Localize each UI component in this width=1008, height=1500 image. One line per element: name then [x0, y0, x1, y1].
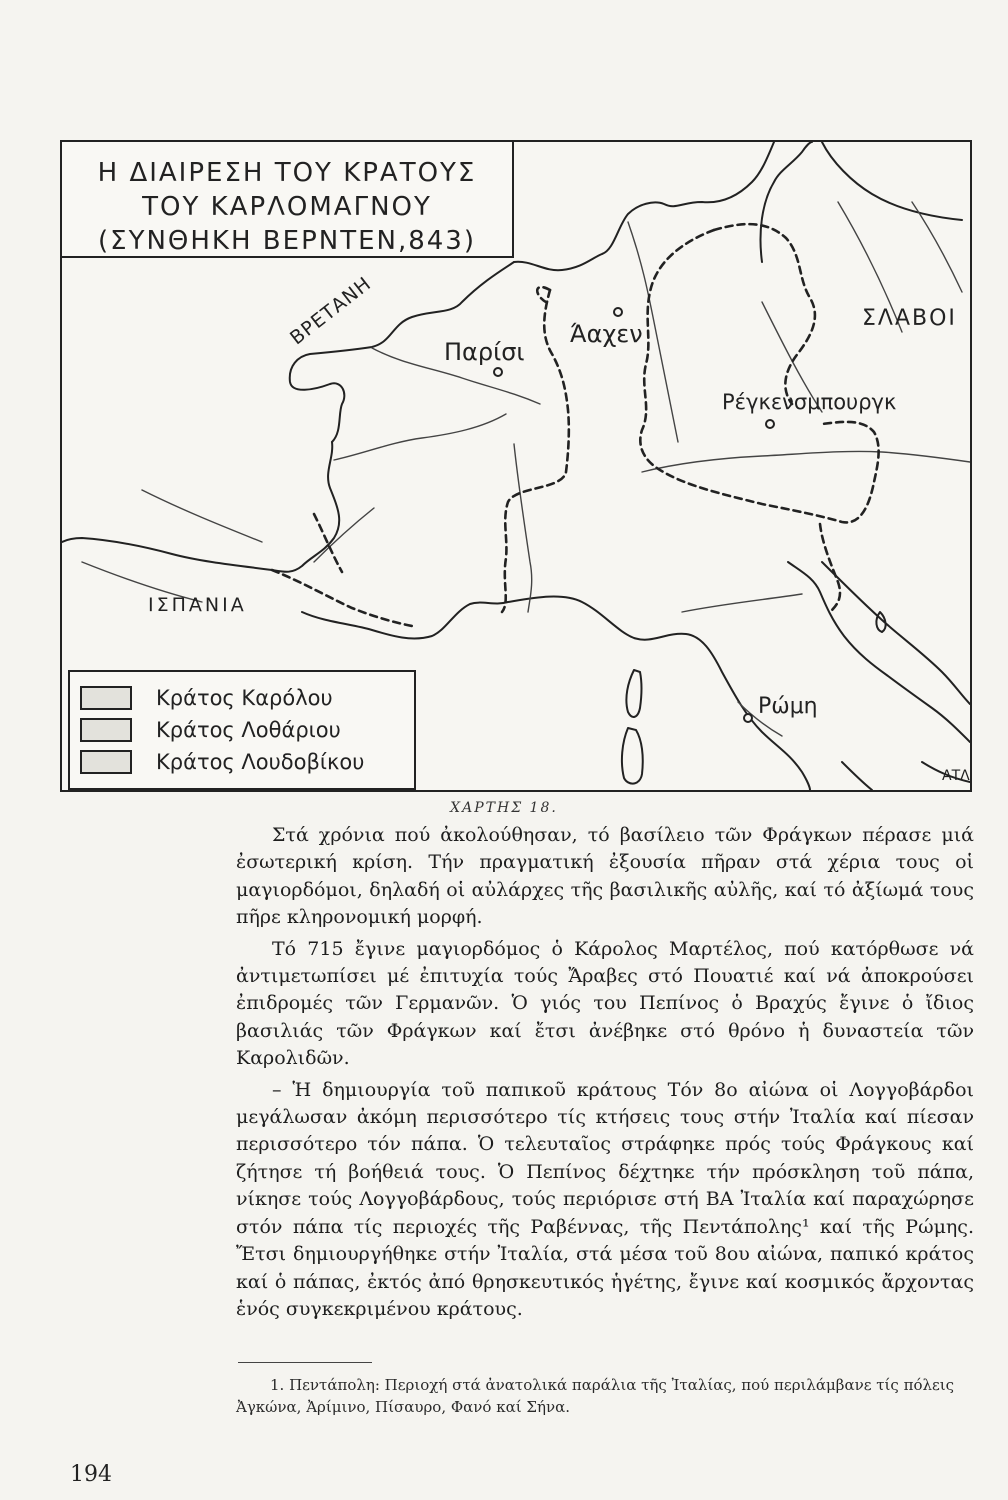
footnote-text: 1. Πεντάπολη: Περιοχή στά ἀνατολικά παράλια τῆς Ἰταλίας, πού περιλάμβανε τίς πόλεις Ἀγκώνα, Ἀρίμινο, Πίσαυρο, Φανό καί Σήνα.	[236, 1376, 955, 1416]
legend-item	[80, 682, 414, 714]
coastline-jutland	[761, 142, 813, 262]
body-text	[236, 822, 974, 1323]
coastline-baltic	[822, 142, 962, 220]
legend-item	[80, 714, 414, 746]
legend-item	[80, 746, 414, 778]
map-title-line-3: (ΣΥΝΘΗΚΗ ΒΕΡΝΤΕΝ,843)	[98, 226, 476, 256]
island-sardinia	[622, 728, 643, 784]
map-legend	[68, 670, 416, 790]
island-corsica	[626, 670, 641, 717]
coastline-iberia	[62, 538, 272, 570]
footnote	[236, 1374, 976, 1418]
coastline-biscay	[272, 442, 339, 572]
coastline-lowlands	[514, 142, 774, 270]
border-lothair-louis	[640, 230, 878, 522]
map-title-line-2: ΤΟΥ ΚΑΡΛΟΜΑΓΝΟΥ	[142, 192, 432, 222]
map-caption: ΧΑΡΤΗΣ 18.	[450, 800, 558, 816]
map-title	[62, 142, 514, 258]
map-title-line-1: Η ΔΙΑΙΡΕΣΗ ΤΟΥ ΚΡΑΤΟΥΣ	[97, 158, 477, 188]
border-east-frontier	[714, 224, 815, 404]
legend-swatch-louis	[80, 750, 132, 774]
city-marker-aachen	[614, 308, 622, 316]
map-label-paris: Παρίσι	[444, 338, 525, 366]
legend-label: Κράτος Λοθάριου	[156, 718, 341, 742]
city-marker-paris	[494, 368, 502, 376]
map-figure	[60, 140, 972, 792]
map-label-spain: ΙΣΠΑΝΙΑ	[148, 594, 247, 616]
border-pyrenees	[272, 570, 412, 626]
river-ebro	[142, 490, 262, 542]
legend-label: Κράτος Καρόλου	[156, 686, 333, 710]
page-number: 194	[70, 1462, 112, 1487]
city-marker-rome	[744, 714, 752, 722]
map-label-regensburg: Ρέγκενσμπουργκ	[722, 390, 897, 414]
coastline-italy-heel	[842, 762, 872, 790]
map-label-atl: ΑΤΛ	[942, 768, 970, 784]
map-label-slavs: ΣΛΑΒΟΙ	[862, 306, 957, 331]
river-po	[682, 594, 802, 612]
footnote-divider	[238, 1362, 372, 1363]
map-label-rome: Ρώμη	[758, 694, 818, 719]
paragraph: – Ἡ δημιουργία τοῦ παπικοῦ κράτους Τόν 8ο αἰώνα οἱ Λογγοβάρδοι μεγάλωσαν ἀκόμη περισσότερο τίς κτήσεις τους στήν Ἰταλία καί πίεσαν περισσότερο τόν πάπα. Ὁ τελευταῖος στράφηκε πρός τούς Φράγκους καί ζήτησε τή βοήθειά τους. Ὁ Πεπίνος δέχτηκε τήν πρόσκληση τοῦ πάπα, νίκησε τούς Λογγοβάρδους, τούς περιόρισε στή ΒΑ Ἰταλία καί παραχώρησε στόν πάπα τίς περιοχές τῆς Ραβέννας, τῆς Πεντάπολης¹ καί τῆς Ρώμης. Ἔτσι δημιουργήθηκε στήν Ἰταλία, στά μέσα τοῦ 8ου αἰώνα, παπικό κράτος καί ὁ πάπας, ἐκτός ἀπό θρησκευτικός ἡγέτης, ἔγινε καί κοσμικός ἄρχοντας ἑνός συγκεκριμένου κράτους.	[236, 1078, 974, 1320]
river-loire	[334, 414, 506, 460]
legend-label: Κράτος Λουδοβίκου	[156, 750, 365, 774]
paragraph: Στά χρόνια πού ἀκολούθησαν, τό βασίλειο τῶν Φράγκων πέρασε μιά ἐσωτερική κρίση. Τήν πραγματική ἐξουσία πῆραν στά χέρια τους οἱ μαγιορδόμοι, δηλαδή οἱ αὐλάρχες τῆς βασιλικῆς αὐλῆς, καί τό ἀξίωμά τους πῆρε κληρονομική μορφή.	[236, 824, 974, 929]
river-vistula	[912, 202, 962, 292]
river-danube	[642, 451, 970, 472]
legend-swatch-charles	[80, 686, 132, 710]
city-marker-regensburg	[766, 420, 774, 428]
river-garonne	[314, 508, 374, 562]
map-label-bretagne: ΒΡΕΤΑΝΗ	[286, 272, 376, 350]
river-rhone	[514, 444, 532, 612]
border-spanish-march	[314, 514, 342, 572]
legend-swatch-lothair	[80, 718, 132, 742]
map-label-aachen: Άαχεν	[570, 320, 643, 348]
paragraph: Τό 715 ἔγινε μαγιορδόμος ὁ Κάρολος Μαρτέλος, πού κατόρθωσε νά ἀντιμετωπίσει μέ ἐπιτυχία τούς Ἄραβες στό Πουατιέ καί νά ἀποκρούσει ἐπιδρομές τῶν Γερμανῶν. Ὁ γιός του Πεπίνος ὁ Βραχύς ἔγινε ὁ ἴδιος βασιλιάς τῶν Φράγκων καί ἔτσι ἀνέβηκε στό θρόνο ἡ δυναστεία τῶν Καρολιδῶν.	[236, 937, 974, 1070]
